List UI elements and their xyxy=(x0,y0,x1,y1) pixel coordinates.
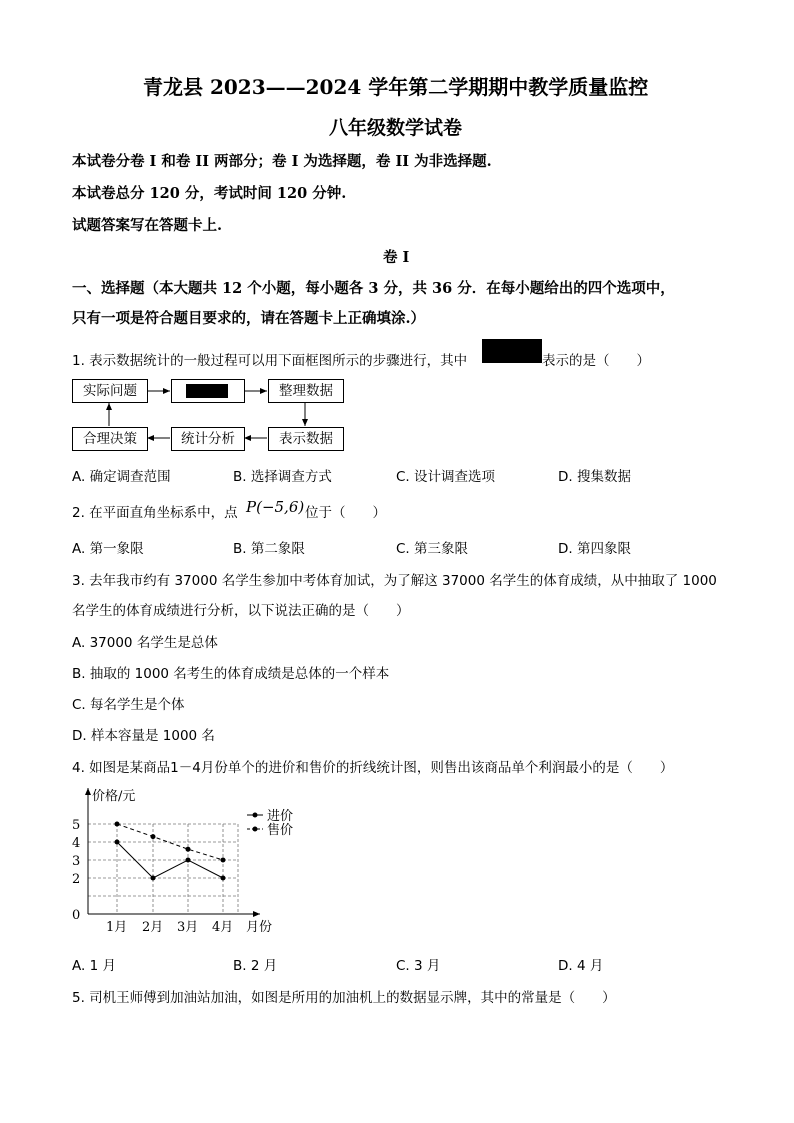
q3-option-a[interactable]: A. 37000 名学生是总体 xyxy=(72,635,218,651)
q4-line-chart xyxy=(60,782,320,942)
legend-marker-1 xyxy=(253,813,258,818)
y-tick-label: 2 xyxy=(72,872,81,887)
section-label: 卷 I xyxy=(383,249,410,266)
q2-point: P(−5,6) xyxy=(246,498,305,516)
q1-option-b[interactable]: B. 选择调查方式 xyxy=(233,469,332,485)
y-tick-label: 3 xyxy=(72,854,81,869)
q3-option-d[interactable]: D. 样本容量是 1000 名 xyxy=(72,728,215,744)
series-point xyxy=(186,847,191,852)
x-tick-label: 4月 xyxy=(212,920,234,935)
y-tick-label: 5 xyxy=(72,818,81,833)
instruction-1: 本试卷分卷 I 和卷 II 两部分；卷 I 为选择题，卷 II 为非选择题. xyxy=(72,153,492,170)
q2-stem-b: 位于（ ） xyxy=(305,505,386,521)
y-tick-label: 4 xyxy=(72,836,81,851)
q1-stem-b: 表示的是（ ） xyxy=(542,353,650,369)
q5-stem: 5. 司机王师傅到加油站加油，如图是所用的加油机上的数据显示牌，其中的常量是（ ） xyxy=(72,990,616,1006)
flow-box-actual-problem: 实际问题 xyxy=(72,379,148,403)
x-tick-label: 2月 xyxy=(142,920,164,935)
q1-option-c[interactable]: C. 设计调查选项 xyxy=(396,469,496,485)
q3-option-b[interactable]: B. 抽取的 1000 名考生的体育成绩是总体的一个样本 xyxy=(72,666,390,682)
flow-box-reasonable-decision: 合理决策 xyxy=(72,427,148,451)
legend-label-1: 进价 xyxy=(267,809,294,824)
q1-stem-a: 1. 表示数据统计的一般过程可以用下面框图所示的步骤进行，其中 xyxy=(72,353,468,369)
section-heading-line1: 一、选择题（本大题共 12 个小题，每小题各 3 分，共 36 分．在每小题给出的四个选项中， xyxy=(72,280,675,297)
q3-stem-line1: 3. 去年我市约有 37000 名学生参加中考体育加试，为了解这 37000 名学生的体育成绩，从中抽取了 1000 xyxy=(72,573,717,589)
legend-label-2: 售价 xyxy=(267,823,294,838)
instruction-2: 本试卷总分 120 分，考试时间 120 分钟. xyxy=(72,185,347,202)
q3-option-c[interactable]: C. 每名学生是个体 xyxy=(72,697,185,713)
series-point xyxy=(151,834,156,839)
page-title: 青龙县 2023——2024 学年第二学期期中教学质量监控 xyxy=(143,75,649,99)
y-tick-label: 0 xyxy=(72,908,81,923)
q2-option-c[interactable]: C. 第三象限 xyxy=(396,541,469,557)
q4-option-c[interactable]: C. 3 月 xyxy=(396,958,441,974)
q2-option-a[interactable]: A. 第一象限 xyxy=(72,541,144,557)
series-point xyxy=(186,858,191,863)
flow-box-organize-data: 整理数据 xyxy=(268,379,344,403)
x-axis-label: 月份 xyxy=(246,920,273,935)
instruction-3: 试题答案写在答题卡上. xyxy=(72,217,223,234)
q4-option-d[interactable]: D. 4 月 xyxy=(558,958,604,974)
flow-box-represent-data: 表示数据 xyxy=(268,427,344,451)
section-heading-line2: 只有一项是符合题目要求的，请在答题卡上正确填涂.） xyxy=(72,310,426,327)
flow-box-statistical-analysis: 统计分析 xyxy=(171,427,245,451)
q1-option-a[interactable]: A. 确定调查范围 xyxy=(72,469,171,485)
q4-option-b[interactable]: B. 2 月 xyxy=(233,958,278,974)
x-tick-label: 1月 xyxy=(106,920,128,935)
series-point xyxy=(115,822,120,827)
q4-stem: 4. 如图是某商品1－4月份单个的进价和售价的折线统计图，则售出该商品单个利润最小的是（ ） xyxy=(72,760,674,776)
q3-stem-line2: 名学生的体育成绩进行分析，以下说法正确的是（ ） xyxy=(72,603,410,619)
legend-marker-2 xyxy=(253,827,258,832)
series-point xyxy=(221,858,226,863)
q1-option-d[interactable]: D. 搜集数据 xyxy=(558,469,631,485)
x-tick-label: 3月 xyxy=(177,920,199,935)
q2-stem-a: 2. 在平面直角坐标系中，点 xyxy=(72,505,238,521)
series-point xyxy=(221,876,226,881)
series-point xyxy=(115,840,120,845)
q4-option-a[interactable]: A. 1 月 xyxy=(72,958,116,974)
q2-option-b[interactable]: B. 第二象限 xyxy=(233,541,305,557)
q2-option-d[interactable]: D. 第四象限 xyxy=(558,541,631,557)
page-subtitle: 八年级数学试卷 xyxy=(329,117,463,139)
series-point xyxy=(151,876,156,881)
y-axis-label: 价格/元 xyxy=(92,789,136,804)
